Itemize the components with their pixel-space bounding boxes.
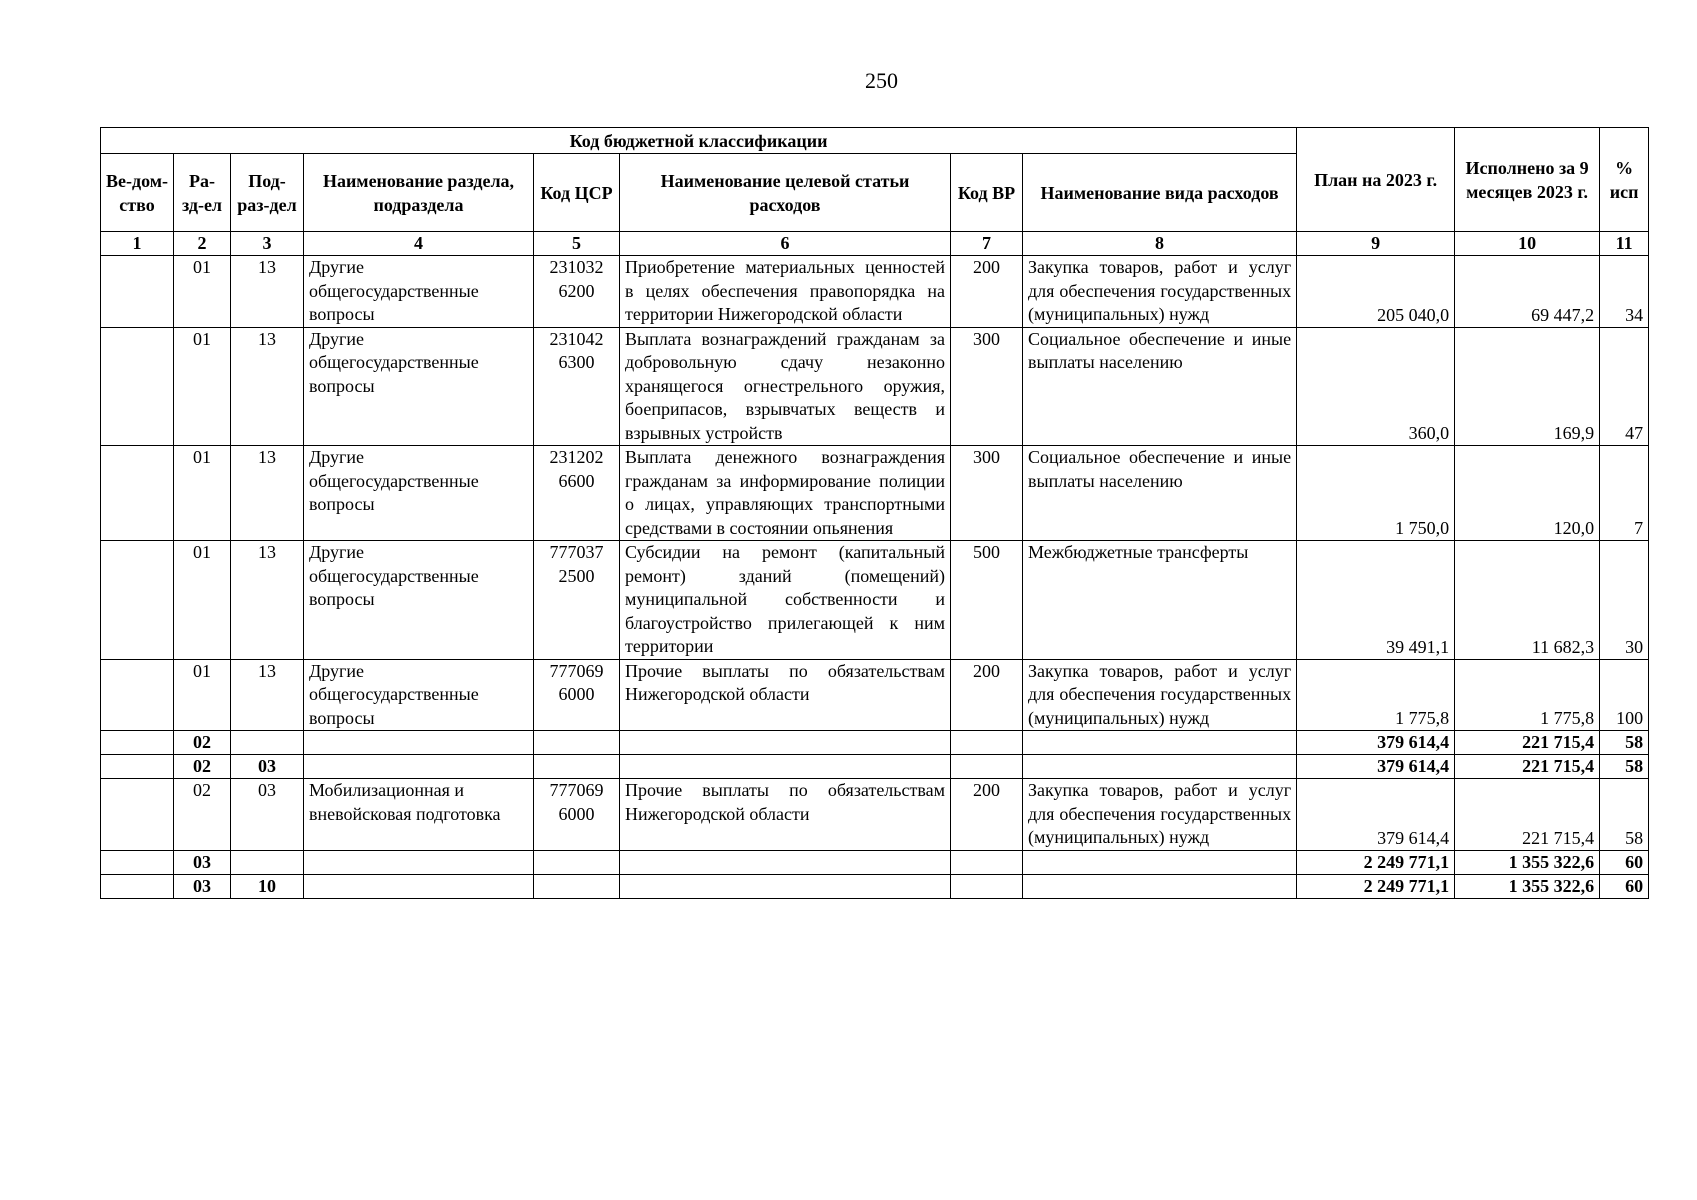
cell-name-target: Выплата денежного вознаграждения гражданам за информирование полиции о лицах, управляющих транспортными средствами в состоянии опьянения (620, 446, 951, 541)
cell-podrazdel (231, 850, 304, 874)
cell-kod-csr (534, 731, 620, 755)
cell-kod-vr: 500 (951, 541, 1023, 660)
cell-podrazdel: 13 (231, 256, 304, 328)
table-row (101, 446, 1649, 541)
budget-table (100, 127, 1649, 899)
cell-name-target (620, 755, 951, 779)
cell-executed: 221 715,4 (1455, 731, 1600, 755)
cell-name-section (304, 874, 534, 898)
cell-name-type: Закупка товаров, работ и услуг для обеспечения государственных (муниципальных) нужд (1023, 256, 1297, 328)
cell-vedomstvo (101, 874, 174, 898)
cell-executed: 221 715,4 (1455, 779, 1600, 851)
cell-plan: 360,0 (1297, 327, 1455, 446)
cell-podrazdel: 13 (231, 446, 304, 541)
cell-plan: 1 750,0 (1297, 446, 1455, 541)
header-podrazdel: Под-раз-дел (231, 154, 304, 232)
cell-vedomstvo (101, 256, 174, 328)
cell-plan: 379 614,4 (1297, 779, 1455, 851)
cell-executed: 120,0 (1455, 446, 1600, 541)
cell-kod-vr: 200 (951, 256, 1023, 328)
cell-percent: 60 (1600, 874, 1649, 898)
cell-percent: 7 (1600, 446, 1649, 541)
header-vedomstvo: Ве-дом-ство (101, 154, 174, 232)
cell-executed: 1 775,8 (1455, 659, 1600, 731)
cell-vedomstvo (101, 541, 174, 660)
cell-plan: 205 040,0 (1297, 256, 1455, 328)
cell-podrazdel: 10 (231, 874, 304, 898)
cell-name-section: Мобилизационная и вневойсковая подготовка (304, 779, 534, 851)
cell-razdel: 01 (174, 327, 231, 446)
column-number: 8 (1023, 232, 1297, 256)
cell-podrazdel (231, 731, 304, 755)
cell-kod-vr: 300 (951, 446, 1023, 541)
cell-kod-vr (951, 874, 1023, 898)
cell-razdel: 02 (174, 731, 231, 755)
cell-vedomstvo (101, 327, 174, 446)
column-number: 11 (1600, 232, 1649, 256)
cell-executed: 69 447,2 (1455, 256, 1600, 328)
column-number: 4 (304, 232, 534, 256)
column-number: 5 (534, 232, 620, 256)
cell-name-target (620, 850, 951, 874)
header-name-section: Наименование раздела, подраздела (304, 154, 534, 232)
cell-kod-csr: 777069 6000 (534, 659, 620, 731)
table-subtotal-row (101, 755, 1649, 779)
cell-name-section: Другие общегосударственные вопросы (304, 541, 534, 660)
cell-vedomstvo (101, 731, 174, 755)
cell-kod-csr (534, 755, 620, 779)
cell-kod-csr (534, 874, 620, 898)
cell-name-type: Социальное обеспечение и иные выплаты населению (1023, 327, 1297, 446)
cell-executed: 1 355 322,6 (1455, 850, 1600, 874)
cell-name-section: Другие общегосударственные вопросы (304, 327, 534, 446)
cell-kod-vr: 300 (951, 327, 1023, 446)
column-number: 1 (101, 232, 174, 256)
cell-vedomstvo (101, 850, 174, 874)
cell-executed: 1 355 322,6 (1455, 874, 1600, 898)
column-number: 7 (951, 232, 1023, 256)
cell-razdel: 03 (174, 850, 231, 874)
table-row (101, 659, 1649, 731)
cell-name-section (304, 755, 534, 779)
page-number: 250 (865, 68, 898, 93)
header-kod-vr: Код ВР (951, 154, 1023, 232)
cell-kod-csr (534, 850, 620, 874)
cell-percent: 30 (1600, 541, 1649, 660)
cell-name-section: Другие общегосударственные вопросы (304, 446, 534, 541)
header-budget-classification: Код бюджетной классификации (101, 128, 1297, 154)
cell-kod-csr: 231202 6600 (534, 446, 620, 541)
cell-podrazdel: 13 (231, 659, 304, 731)
table-row (101, 779, 1649, 851)
cell-plan: 379 614,4 (1297, 755, 1455, 779)
column-number: 3 (231, 232, 304, 256)
cell-executed: 221 715,4 (1455, 755, 1600, 779)
cell-podrazdel: 03 (231, 755, 304, 779)
table-row (101, 256, 1649, 328)
table-subtotal-row (101, 850, 1649, 874)
cell-name-section: Другие общегосударственные вопросы (304, 256, 534, 328)
cell-name-type: Закупка товаров, работ и услуг для обеспечения государственных (муниципальных) нужд (1023, 779, 1297, 851)
cell-razdel: 01 (174, 256, 231, 328)
cell-name-type (1023, 874, 1297, 898)
cell-vedomstvo (101, 446, 174, 541)
cell-plan: 2 249 771,1 (1297, 874, 1455, 898)
cell-razdel: 02 (174, 755, 231, 779)
cell-percent: 58 (1600, 755, 1649, 779)
cell-kod-vr (951, 850, 1023, 874)
cell-name-target: Прочие выплаты по обязательствам Нижегородской области (620, 779, 951, 851)
header-name-type: Наименование вида расходов (1023, 154, 1297, 232)
table-row (101, 327, 1649, 446)
table-row (101, 541, 1649, 660)
cell-podrazdel: 13 (231, 541, 304, 660)
column-number: 6 (620, 232, 951, 256)
cell-kod-csr: 777037 2500 (534, 541, 620, 660)
cell-kod-vr: 200 (951, 779, 1023, 851)
cell-plan: 1 775,8 (1297, 659, 1455, 731)
cell-plan: 2 249 771,1 (1297, 850, 1455, 874)
cell-name-section (304, 850, 534, 874)
cell-percent: 60 (1600, 850, 1649, 874)
cell-name-target: Субсидии на ремонт (капитальный ремонт) зданий (помещений) муниципальной собственности и благоустройство прилегающей к ним территории (620, 541, 951, 660)
header-razdel: Ра-зд-ел (174, 154, 231, 232)
cell-razdel: 01 (174, 659, 231, 731)
cell-percent: 47 (1600, 327, 1649, 446)
cell-kod-csr: 231032 6200 (534, 256, 620, 328)
cell-percent: 34 (1600, 256, 1649, 328)
cell-vedomstvo (101, 659, 174, 731)
column-number: 9 (1297, 232, 1455, 256)
cell-name-target: Выплата вознаграждений гражданам за добровольную сдачу незаконно хранящегося огнестрельного оружия, боеприпасов, взрывчатых веществ и взрывных устройств (620, 327, 951, 446)
cell-razdel: 02 (174, 779, 231, 851)
table-subtotal-row (101, 874, 1649, 898)
cell-kod-csr: 231042 6300 (534, 327, 620, 446)
cell-vedomstvo (101, 755, 174, 779)
cell-vedomstvo (101, 779, 174, 851)
header-plan: План на 2023 г. (1297, 128, 1455, 232)
cell-kod-vr: 200 (951, 659, 1023, 731)
cell-percent: 58 (1600, 779, 1649, 851)
header-percent: % исп (1600, 128, 1649, 232)
column-numbers-row (101, 232, 1649, 256)
cell-name-section: Другие общегосударственные вопросы (304, 659, 534, 731)
cell-podrazdel: 13 (231, 327, 304, 446)
cell-kod-vr (951, 731, 1023, 755)
cell-executed: 169,9 (1455, 327, 1600, 446)
cell-name-type (1023, 731, 1297, 755)
cell-executed: 11 682,3 (1455, 541, 1600, 660)
cell-name-target: Приобретение материальных ценностей в целях обеспечения правопорядка на территории Нижегородской области (620, 256, 951, 328)
cell-podrazdel: 03 (231, 779, 304, 851)
cell-name-target: Прочие выплаты по обязательствам Нижегородской области (620, 659, 951, 731)
header-name-target: Наименование целевой статьи расходов (620, 154, 951, 232)
cell-name-type: Социальное обеспечение и иные выплаты населению (1023, 446, 1297, 541)
cell-razdel: 01 (174, 446, 231, 541)
cell-plan: 379 614,4 (1297, 731, 1455, 755)
column-number: 2 (174, 232, 231, 256)
cell-name-target (620, 874, 951, 898)
cell-name-type (1023, 850, 1297, 874)
header-kod-csr: Код ЦСР (534, 154, 620, 232)
cell-name-type (1023, 755, 1297, 779)
cell-name-type: Закупка товаров, работ и услуг для обеспечения государственных (муниципальных) нужд (1023, 659, 1297, 731)
cell-name-type: Межбюджетные трансферты (1023, 541, 1297, 660)
cell-razdel: 03 (174, 874, 231, 898)
column-number: 10 (1455, 232, 1600, 256)
table-subtotal-row (101, 731, 1649, 755)
cell-razdel: 01 (174, 541, 231, 660)
cell-kod-vr (951, 755, 1023, 779)
cell-name-section (304, 731, 534, 755)
cell-plan: 39 491,1 (1297, 541, 1455, 660)
cell-kod-csr: 777069 6000 (534, 779, 620, 851)
cell-percent: 100 (1600, 659, 1649, 731)
header-executed: Исполнено за 9 месяцев 2023 г. (1455, 128, 1600, 232)
cell-percent: 58 (1600, 731, 1649, 755)
cell-name-target (620, 731, 951, 755)
